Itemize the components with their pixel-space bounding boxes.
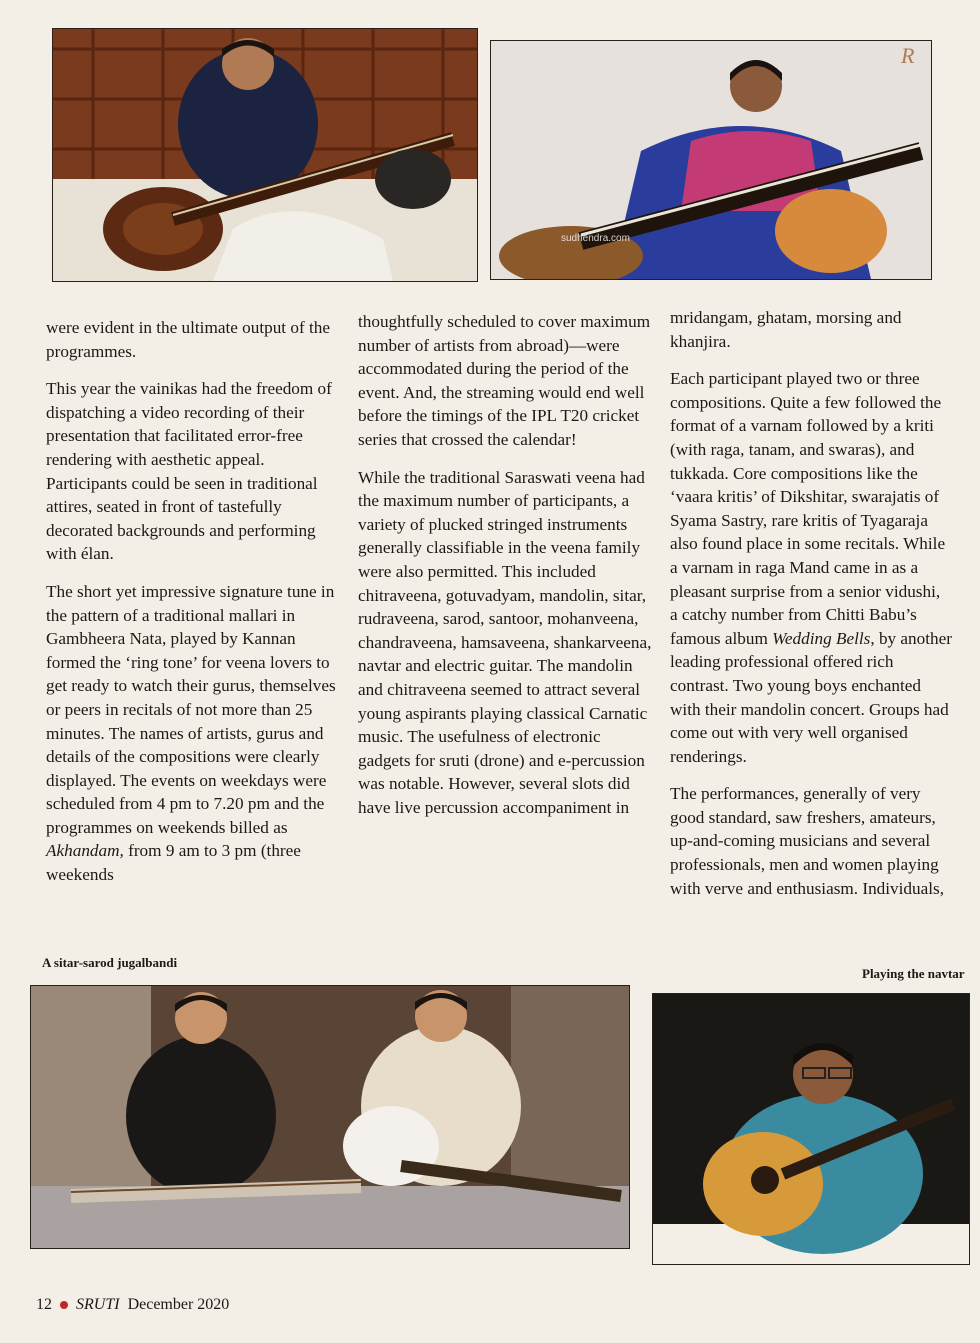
caption-sitar-sarod: A sitar-sarod jugalbandi	[42, 955, 178, 970]
page-footer	[36, 1296, 229, 1314]
col2-paragraph-1: thoughtfully scheduled to cover maximum number of artists from abroad)—were accommodated during the period of the event. And, the streaming would end well before the timings of the IPL T20 cricket series that crossed the calendar!	[358, 312, 651, 449]
col1-paragraph-3: The short yet impressive signature tune in the pattern of a traditional mallari in Gambheera Nata, played by Kannan formed the ‘ring tone’ for veena lovers to get ready to watch their gurus, themselves or peers in recitals of not more than 25 minutes. The names of artists, gurus and details of the compositions were clearly displayed. The events on weekdays were scheduled from 4 pm to 7.20 pm and the programmes on weekends billed as Akhandam, from 9 am to 3 pm (three weekends	[46, 581, 336, 885]
col3-paragraph-2: Each participant played two or three compositions. Quite a few followed the format of a varnam followed by a kriti (with raga, tanam, and swaras), and tukkada. Core compositions like the ‘vaara kritis’ of Dikshitar, swarajatis of Syama Sastry, rare kritis of Tyagaraja also found place in some recitals. While a varnam in raga Mand came in as a pleasant surprise from a senior vidushi, a catchy number from Chitti Babu’s famous album Wedding Bells, by another leading professional offered rich contrast. Two young boys enchanted with their mandolin concert. Groups had come out with very well organised renderings.	[670, 369, 952, 766]
article-column-3	[670, 306, 952, 914]
signature-initial-icon: R	[901, 43, 915, 68]
photo-sitar-sarod-duo	[30, 985, 630, 1249]
photo-veena-player-woman	[490, 40, 932, 280]
issue-date: December 2020	[127, 1296, 230, 1313]
photo-navtar-player	[652, 993, 970, 1265]
photo-watermark: sudhendra.com	[561, 233, 630, 244]
magazine-name: SRUTI	[76, 1296, 120, 1313]
photo-veena-player-man	[52, 28, 478, 282]
wedding-bells-title: Wedding Bells	[772, 628, 871, 648]
col1-paragraph-2: This year the vainikas had the freedom of dispatching a video recording of their presentation that facilitated error-free rendering with aesthetic appeal. Participants could be seen in traditional attires, seated in front of tastefully decorated backgrounds and performing with élan.	[46, 379, 332, 564]
col3-paragraph-3: The performances, generally of very good standard, saw freshers, amateurs, up-and-coming musicians and several professionals, men and women playing with verve and enthusiasm. Individuals,	[670, 784, 944, 898]
page-number: 12	[36, 1296, 52, 1313]
akhandam-term: Akhandam,	[46, 841, 124, 861]
article-column-1	[46, 316, 342, 901]
col2-paragraph-2: While the traditional Saraswati veena had the maximum number of participants, a variety of plucked stringed instruments generally classifiable in the veena family were also permitted. This included chitraveena, gotuvadyam, mandolin, sitar, rudraveena, sarod, santoor, mohanveena, chandraveena, hamsaveena, shankarveena, navtar and electric guitar. The mandolin and chitraveena seemed to attract several young aspirants playing classical Carnatic music. The usefulness of electronic gadgets for sruti (drone) and e-percussion was notable. However, several slots did have live percussion accompaniment in	[358, 467, 652, 817]
caption-navtar: Playing the navtar	[862, 966, 965, 981]
bullet-dot-icon	[60, 1301, 68, 1309]
article-column-2	[358, 310, 652, 833]
col3-paragraph-1: mridangam, ghatam, morsing and khanjira.	[670, 308, 902, 351]
col1-paragraph-1: were evident in the ultimate output of the programmes.	[46, 318, 330, 361]
